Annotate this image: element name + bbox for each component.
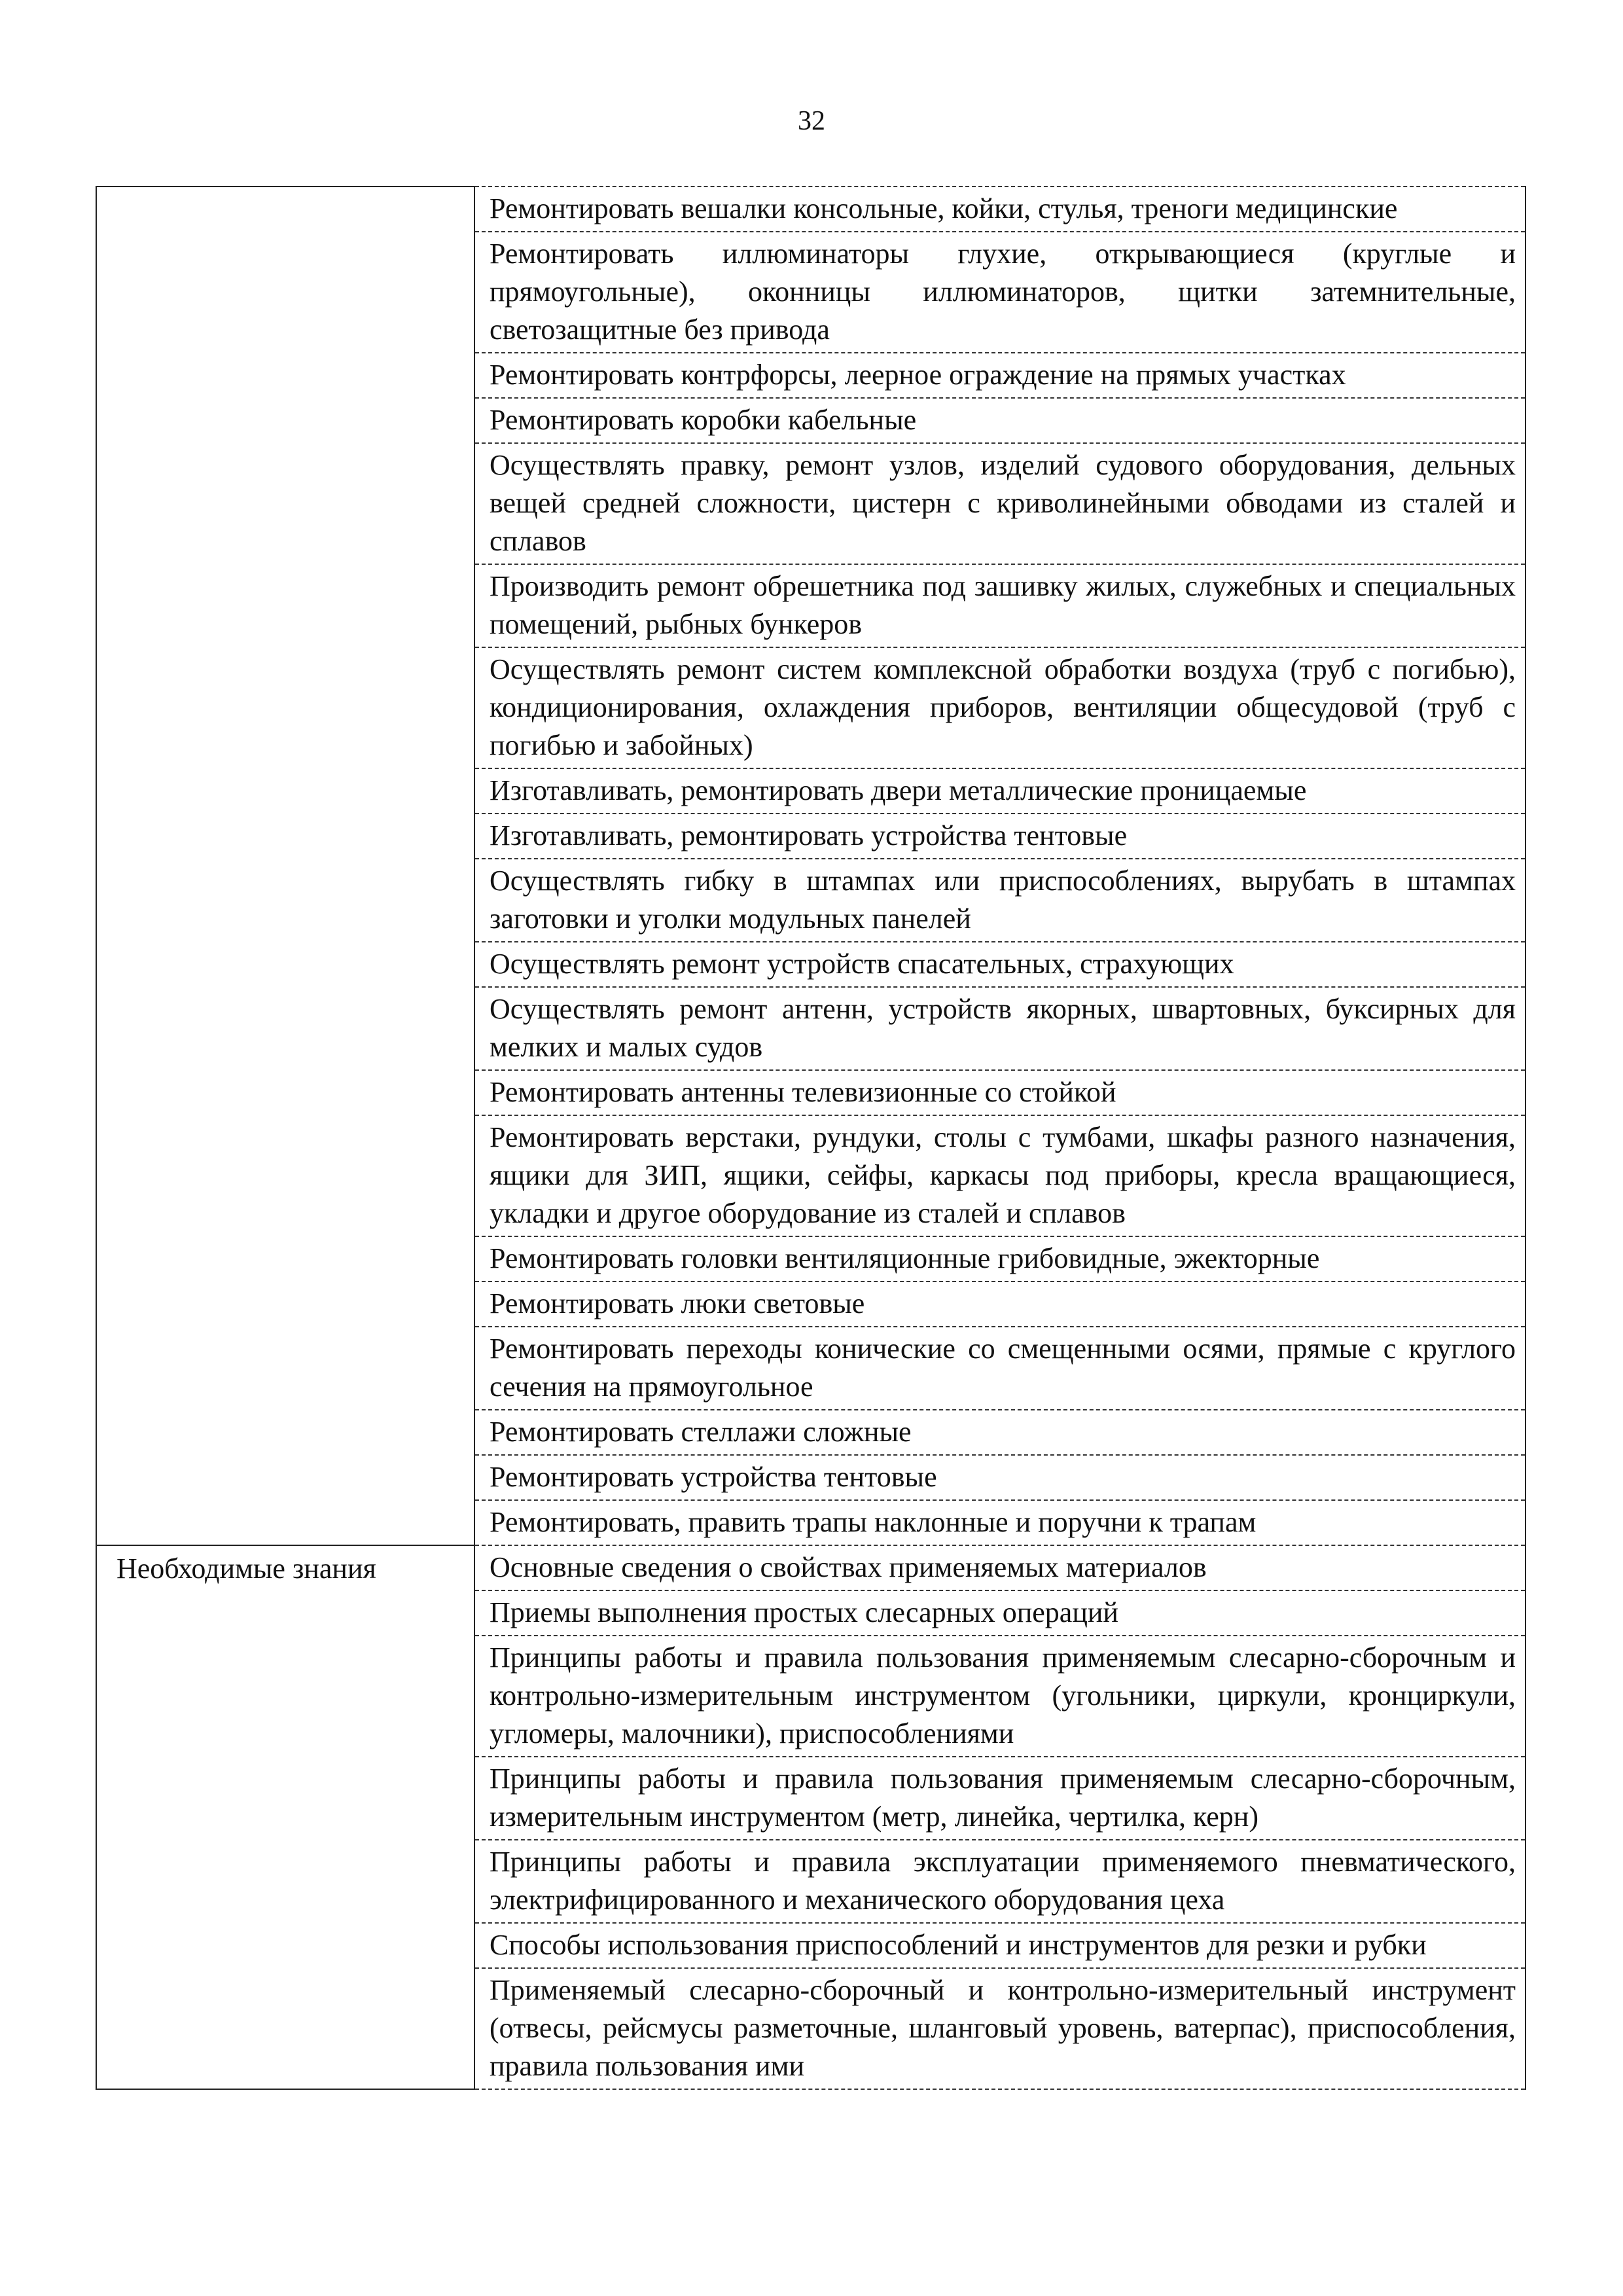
table-row xyxy=(96,187,1525,232)
section-label-empty xyxy=(96,187,474,1545)
table-cell: Ремонтировать контрфорсы, леерное ограждение на прямых участках xyxy=(474,353,1525,398)
table-cell: Ремонтировать переходы конические со смещенными осями, прямые с круглого сечения на прямоугольное xyxy=(474,1327,1525,1410)
table-cell: Ремонтировать верстаки, рундуки, столы с тумбами, шкафы разного назначения, ящики для ЗИП, ящики, сейфы, каркасы под приборы, кресла вращающиеся, укладки и другое оборудование из сталей и сплавов xyxy=(474,1115,1525,1236)
table-cell: Изготавливать, ремонтировать двери металлические проницаемые xyxy=(474,768,1525,814)
table-cell: Применяемый слесарно-сборочный и контрольно-измерительный инструмент (отвесы, рейсмусы разметочные, шланговый уровень, ватерпас), приспособления, правила пользования ими xyxy=(474,1968,1525,2089)
table-cell: Ремонтировать иллюминаторы глухие, открывающиеся (круглые и прямоугольные), оконницы иллюминаторов, щитки затемнительные, светозащитные без привода xyxy=(474,232,1525,353)
table-cell: Ремонтировать стеллажи сложные xyxy=(474,1410,1525,1455)
table-cell: Осуществлять гибку в штампах или приспособлениях, вырубать в штампах заготовки и уголки модульных панелей xyxy=(474,859,1525,942)
qualification-table xyxy=(96,186,1526,2090)
table-cell: Принципы работы и правила пользования применяемым слесарно-сборочным и контрольно-измерительным инструментом (угольники, циркули, кронциркули, угломеры, малочники), приспособлениями xyxy=(474,1636,1525,1757)
table-cell: Ремонтировать вешалки консольные, койки, стулья, треноги медицинские xyxy=(474,187,1525,232)
section-label: Необходимые знания xyxy=(96,1545,474,2089)
table-body xyxy=(96,187,1525,2089)
table-cell: Производить ремонт обрешетника под зашивку жилых, служебных и специальных помещений, рыбных бункеров xyxy=(474,564,1525,647)
table-cell: Приемы выполнения простых слесарных операций xyxy=(474,1590,1525,1636)
table-cell: Осуществлять ремонт систем комплексной обработки воздуха (труб с погибью), кондиционирования, охлаждения приборов, вентиляции общесудовой (труб с погибью и забойных) xyxy=(474,647,1525,768)
table-cell: Принципы работы и правила пользования применяемым слесарно-сборочным, измерительным инструментом (метр, линейка, чертилка, керн) xyxy=(474,1757,1525,1840)
table-cell: Принципы работы и правила эксплуатации применяемого пневматического, электрифицированного и механического оборудования цеха xyxy=(474,1840,1525,1923)
table-cell: Ремонтировать, править трапы наклонные и поручни к трапам xyxy=(474,1500,1525,1545)
table-cell: Ремонтировать люки световые xyxy=(474,1282,1525,1327)
table-row xyxy=(96,1545,1525,1590)
table-cell: Ремонтировать коробки кабельные xyxy=(474,398,1525,443)
table-cell: Ремонтировать устройства тентовые xyxy=(474,1455,1525,1500)
table-cell: Ремонтировать антенны телевизионные со стойкой xyxy=(474,1070,1525,1115)
table-cell: Осуществлять ремонт устройств спасательных, страхующих xyxy=(474,942,1525,987)
table-cell: Основные сведения о свойствах применяемых материалов xyxy=(474,1545,1525,1590)
table-cell: Способы использования приспособлений и инструментов для резки и рубки xyxy=(474,1923,1525,1968)
table-cell: Изготавливать, ремонтировать устройства тентовые xyxy=(474,814,1525,859)
table-cell: Осуществлять ремонт антенн, устройств якорных, швартовных, буксирных для мелких и малых судов xyxy=(474,987,1525,1070)
table-cell: Ремонтировать головки вентиляционные грибовидные, эжекторные xyxy=(474,1236,1525,1282)
page-number: 32 xyxy=(798,106,825,136)
table-cell: Осуществлять правку, ремонт узлов, изделий судового оборудования, дельных вещей средней сложности, цистерн с криволинейными обводами из сталей и сплавов xyxy=(474,443,1525,564)
